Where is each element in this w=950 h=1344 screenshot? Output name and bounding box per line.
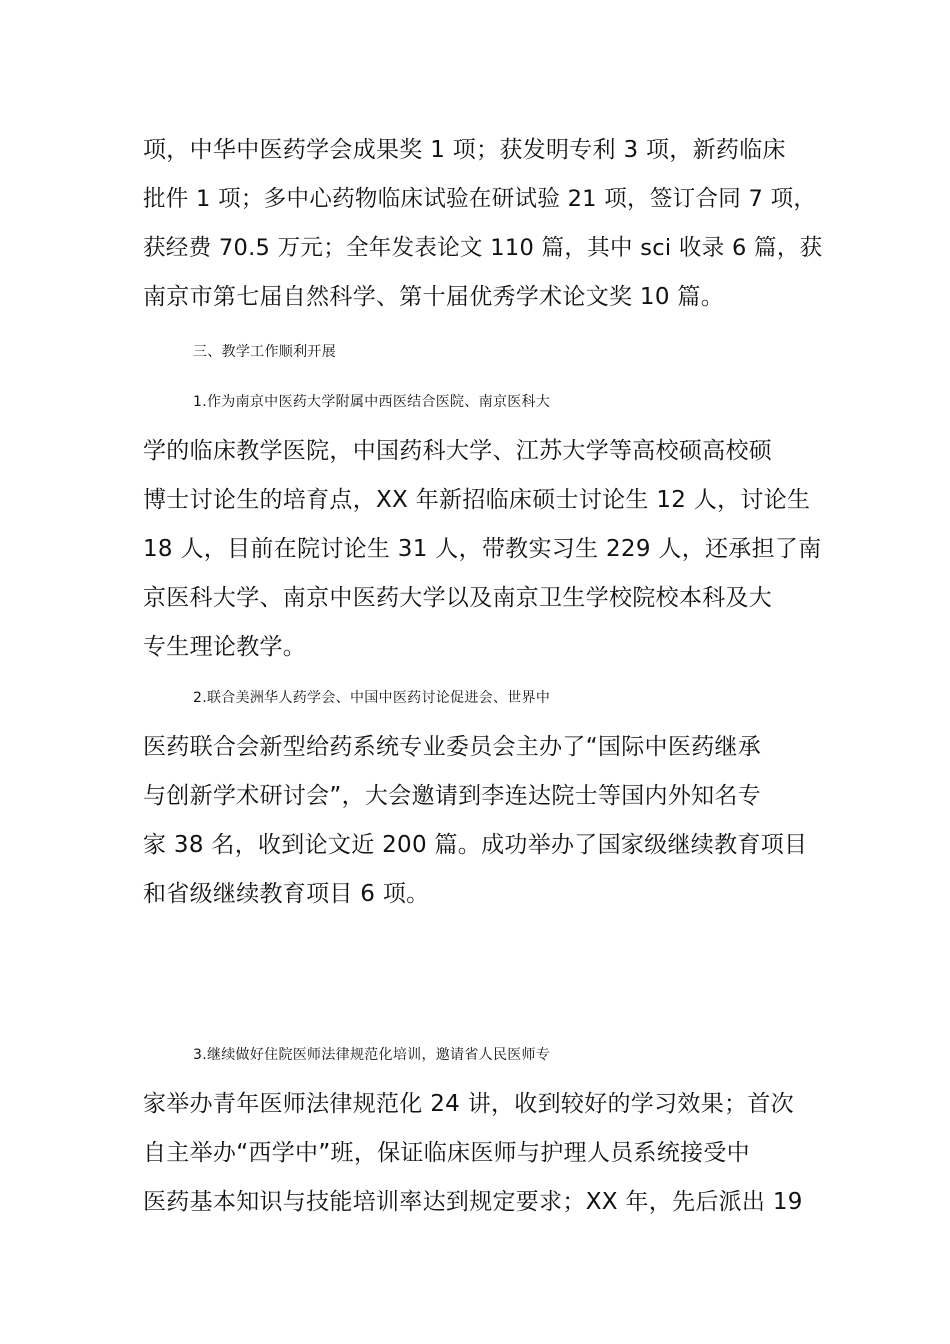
paragraph-line: 京医科大学、南京中医药大学以及南京卫生学校院校本科及大 (143, 585, 773, 611)
paragraph-line: 学的临床教学医院，中国药科大学、江苏大学等高校硕高校硕 (143, 438, 773, 464)
paragraph-line: 医药基本知识与技能培训率达到规定要求；XX 年，先后派出 19 (143, 1189, 803, 1215)
paragraph-line: 批件 1 项；多中心药物临床试验在研试验 21 项，签订合同 7 项， (143, 186, 817, 212)
paragraph-line: 项，中华中医药学会成果奖 1 项；获发明专利 3 项，新药临床 (143, 137, 786, 163)
paragraph-line: 博士讨论生的培育点，XX 年新招临床硕士讨论生 12 人，讨论生 (143, 487, 811, 513)
paragraph-line: 和省级继续教育项目 6 项。 (143, 881, 430, 907)
paragraph-line: 南京市第七届自然科学、第十届优秀学术论文奖 10 篇。 (143, 284, 724, 310)
paragraph-line: 与创新学术研讨会”，大会邀请到李连达院士等国内外知名专 (143, 783, 762, 809)
paragraph-line: 专生理论教学。 (143, 634, 307, 660)
paragraph-line: 获经费 70.5 万元；全年发表论文 110 篇，其中 sci 收录 6 篇，获 (143, 235, 823, 261)
paragraph-line: 医药联合会新型给药系统专业委员会主办了“国际中医药继承 (143, 734, 762, 760)
paragraph-line: 家 38 名，收到论文近 200 篇。成功举办了国家级继续教育项目 (143, 832, 808, 858)
section-heading: 三、教学工作顺利开展 (193, 344, 336, 360)
paragraph-line: 2.联合美洲华人药学会、中国中医药讨论促进会、世界中 (193, 690, 551, 706)
paragraph-line: 1.作为南京中医药大学附属中西医结合医院、南京医科大 (193, 394, 551, 410)
paragraph-line: 家举办青年医师法律规范化 24 讲，收到较好的学习效果；首次 (143, 1091, 794, 1117)
paragraph-line: 3.继续做好住院医师法律规范化培训，邀请省人民医师专 (193, 1047, 551, 1063)
paragraph-line: 自主举办“西学中”班，保证临床医师与护理人员系统接受中 (143, 1140, 750, 1166)
paragraph-line: 18 人，目前在院讨论生 31 人，带教实习生 229 人，还承担了南 (143, 536, 822, 562)
